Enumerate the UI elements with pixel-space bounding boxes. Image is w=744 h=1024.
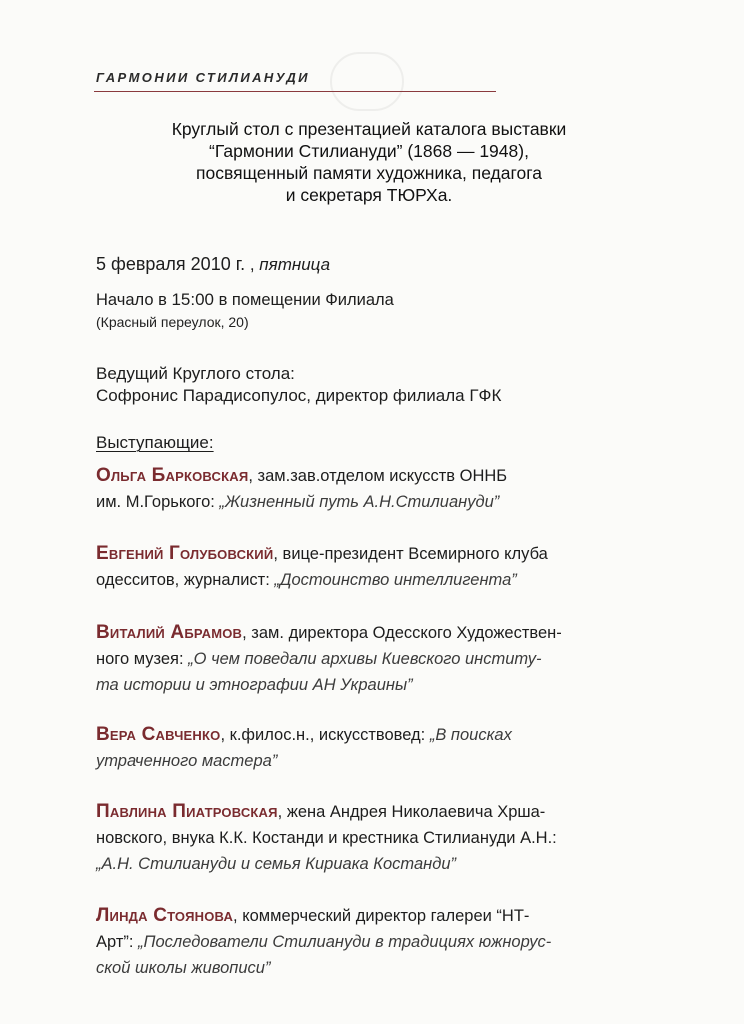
title-line: Круглый стол с презентацией каталога выставки <box>171 119 567 139</box>
venue-address: (Красный переулок, 20) <box>96 314 249 330</box>
speaker-role: , коммерческий директор галереи “НТ- <box>233 907 530 925</box>
event-title <box>96 118 642 206</box>
speaker-name: Линда Стоянова <box>96 905 234 926</box>
title-line: и секретаря ТЮРХа. <box>285 185 453 205</box>
speaker-role-cont: новского, внука К.К. Костанди и крестника Стилиануди А.Н.: <box>96 829 557 847</box>
talk-title: „Последователи Стилиануди в традициях южнорус- <box>138 933 552 951</box>
start-time-line <box>96 290 656 310</box>
speaker-name: Вера Савченко <box>96 724 221 745</box>
speaker-entry <box>96 541 656 593</box>
start-suffix: в помещении Филиала <box>213 291 394 309</box>
speaker-entry <box>96 463 656 515</box>
speaker-role-cont: им. М.Горького: <box>96 493 220 511</box>
speaker-role-cont: Арт”: <box>96 933 139 951</box>
date-separator: , <box>245 255 260 274</box>
speakers-heading: Выступающие: <box>96 433 214 452</box>
title-line: посвященный памяти художника, педагога <box>196 163 542 183</box>
speaker-entry <box>96 903 656 981</box>
speaker-role: , вице-президент Всемирного клуба <box>273 545 548 563</box>
speaker-entry <box>96 722 656 774</box>
speaker-name: Виталий Абрамов <box>96 622 243 643</box>
speaker-entry <box>96 799 656 877</box>
host-label: Ведущий Круглого стола: <box>96 364 295 383</box>
show-through-emblem <box>330 52 404 111</box>
speaker-role-cont: одесситов, журналист: <box>96 571 275 589</box>
weekday-text: пятница <box>259 255 331 274</box>
talk-title: „А.Н. Стилиануди и семья Кириака Костанди” <box>96 855 457 873</box>
talk-title-cont: утраченного мастера” <box>96 752 278 770</box>
speaker-name: Евгений Голубовский <box>96 543 274 564</box>
start-time: 15:00 <box>171 290 214 309</box>
event-date <box>96 254 656 275</box>
header-rule <box>94 91 496 92</box>
running-head: ГАРМОНИИ СТИЛИАНУДИ <box>96 70 310 85</box>
speaker-role: , жена Андрея Николаевича Хрша- <box>277 803 546 821</box>
speaker-role: , зам. директора Одесского Художествен- <box>242 624 562 642</box>
title-line: “Гармонии Стилиануди” (1868 — 1948), <box>209 141 529 161</box>
talk-title: „О чем поведали архивы Киевского институ- <box>188 650 542 668</box>
talk-title-cont: ской школы живописи” <box>96 959 271 977</box>
talk-title: „Жизненный путь А.Н.Стилиануди” <box>219 493 500 511</box>
speaker-name: Павлина Пиатровская <box>96 801 278 822</box>
talk-title: „В поисках <box>429 726 512 744</box>
talk-title: „Достоинство интеллигента” <box>274 571 517 589</box>
speaker-name: Ольга Барковская <box>96 465 249 486</box>
speaker-entry <box>96 620 656 698</box>
speaker-role-cont: ного музея: <box>96 650 189 668</box>
host-name: Софронис Парадисопулос, директор филиала ГФК <box>96 386 502 405</box>
speaker-role: , к.филос.н., искусствовед: <box>220 726 430 744</box>
talk-title-cont: та истории и этнографии АН Украины” <box>96 676 413 694</box>
speaker-role: , зам.зав.отделом искусств ОННБ <box>248 467 508 485</box>
start-prefix: Начало в <box>96 291 172 309</box>
date-text: 5 февраля 2010 г. <box>96 254 246 274</box>
